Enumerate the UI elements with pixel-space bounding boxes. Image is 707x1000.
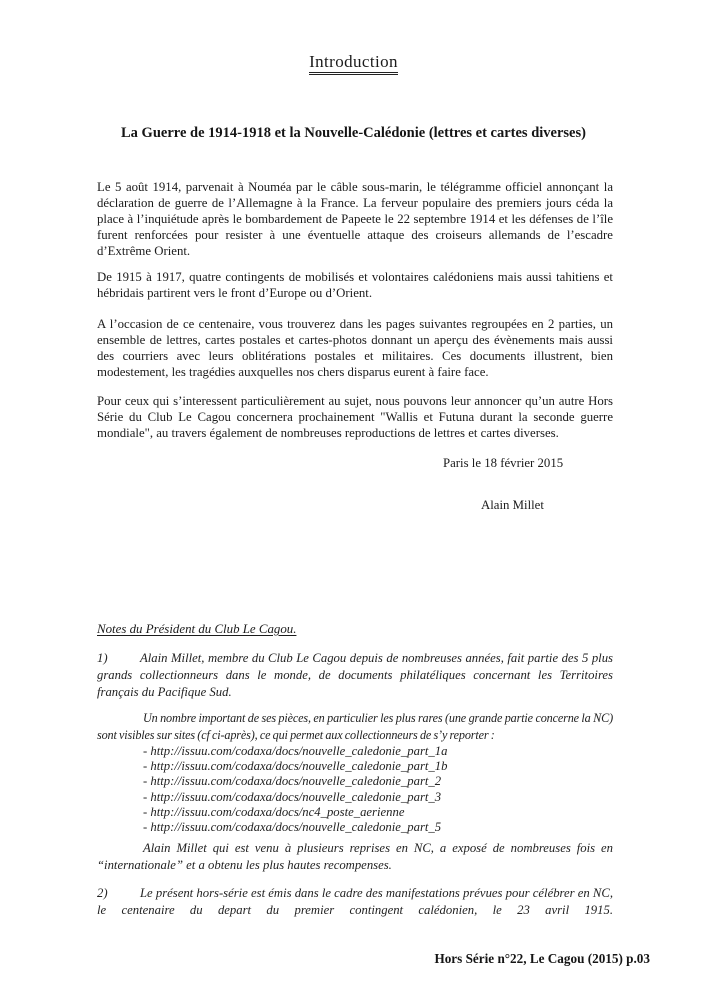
site-link: - http://issuu.com/codaxa/docs/nc4_poste_aerienne xyxy=(143,804,405,819)
site-link: - http://issuu.com/codaxa/docs/nouvelle_caledonie_part_3 xyxy=(143,789,442,804)
page-title-text: Introduction xyxy=(309,52,398,75)
note-2-text: Le présent hors-série est émis dans le cadre des manifestations prévues pour célébrer en NC, le centenaire du depart du premier contingent calédonien, le 23 avril 1915. xyxy=(97,886,614,917)
note-item-2 xyxy=(97,885,613,918)
date-line: Paris le 18 février 2015 xyxy=(443,456,564,470)
footer-page-ref: Hors Série n°22, Le Cagou (2015) p.03 xyxy=(434,951,650,966)
paragraph-contingents: De 1915 à 1917, quatre contingents de mobilisés et volontaires calédoniens mais aussi tahitiens et hébridais partirent vers le front d’Europe ou d’Orient. xyxy=(97,270,613,301)
notes-heading xyxy=(97,622,296,637)
paragraph-centenaire: A l’occasion de ce centenaire, vous trouverez dans les pages suivantes regroupées en 2 parties, un ensemble de lettres, cartes postales et cartes-photos donnant un aperçu des évènements mais aussi des courriers avec leurs oblitérations postales et militaires. Ces documents illustrent, bien modestement, les tragédies auxquelles nos chers disparus eurent à faire face. xyxy=(97,317,613,380)
note-item-1 xyxy=(97,650,613,702)
site-link: - http://issuu.com/codaxa/docs/nouvelle_caledonie_part_1a xyxy=(143,744,448,758)
site-link: - http://issuu.com/codaxa/docs/nouvelle_caledonie_part_1b xyxy=(143,759,448,774)
sites-intro: Un nombre important de ses pièces, en particulier les plus rares (une grande partie concerne la NC) sont visibles sur sites (cf ci-après), ce qui permet aux collectionneurs de s’y reporter : xyxy=(97,711,613,742)
section-heading: La Guerre de 1914-1918 et la Nouvelle-Calédonie (lettres et cartes diverses) xyxy=(121,125,586,141)
paragraph-telegram: Le 5 août 1914, parvenait à Nouméa par le câble sous-marin, le télégramme officiel annonçant la déclaration de guerre de l’Allemagne à la France. La ferveur populaire des premiers jours céda la place à l’inquiétude après le bombardement de Papeete le 22 septembre 1914 et les défenses de l’île furent renforcées pour resister à une éventuelle attaque des croiseurs allemands de l’escadre d’Extrême Orient. xyxy=(97,180,613,259)
signature: Alain Millet xyxy=(481,498,544,512)
notes-heading-text: Notes du Président du Club Le Cagou. xyxy=(97,622,297,636)
site-link: - http://issuu.com/codaxa/docs/nouvelle_caledonie_part_2 xyxy=(143,774,442,789)
site-link: - http://issuu.com/codaxa/docs/nouvelle_caledonie_part_5 xyxy=(143,820,442,835)
note-1-text: Alain Millet, membre du Club Le Cagou depuis de nombreuses années, fait partie des 5 plus grands collectionneurs dans le monde, de documents philatéliques concernant les Territoires français du Pacifique Sud. xyxy=(97,651,613,700)
note-2-label: 2) xyxy=(97,886,108,900)
page-title xyxy=(0,52,707,72)
paragraph-hors-serie: Pour ceux qui s’interessent particulièrement au sujet, nous pouvons leur annoncer qu’un autre Hors Série du Club Le Cagou concernera prochainement "Wallis et Futuna durant la seconde guerre mondiale", au travers également de nombreuses reproductions de lettres et cartes diverses. xyxy=(97,394,613,441)
site-link-list xyxy=(143,744,447,835)
awards-note: Alain Millet qui est venu à plusieurs reprises en NC, a exposé de nombreuses fois en “internationale” et a obtenu les plus hautes recompenses. xyxy=(97,841,613,872)
note-1-label: 1) xyxy=(97,651,108,665)
